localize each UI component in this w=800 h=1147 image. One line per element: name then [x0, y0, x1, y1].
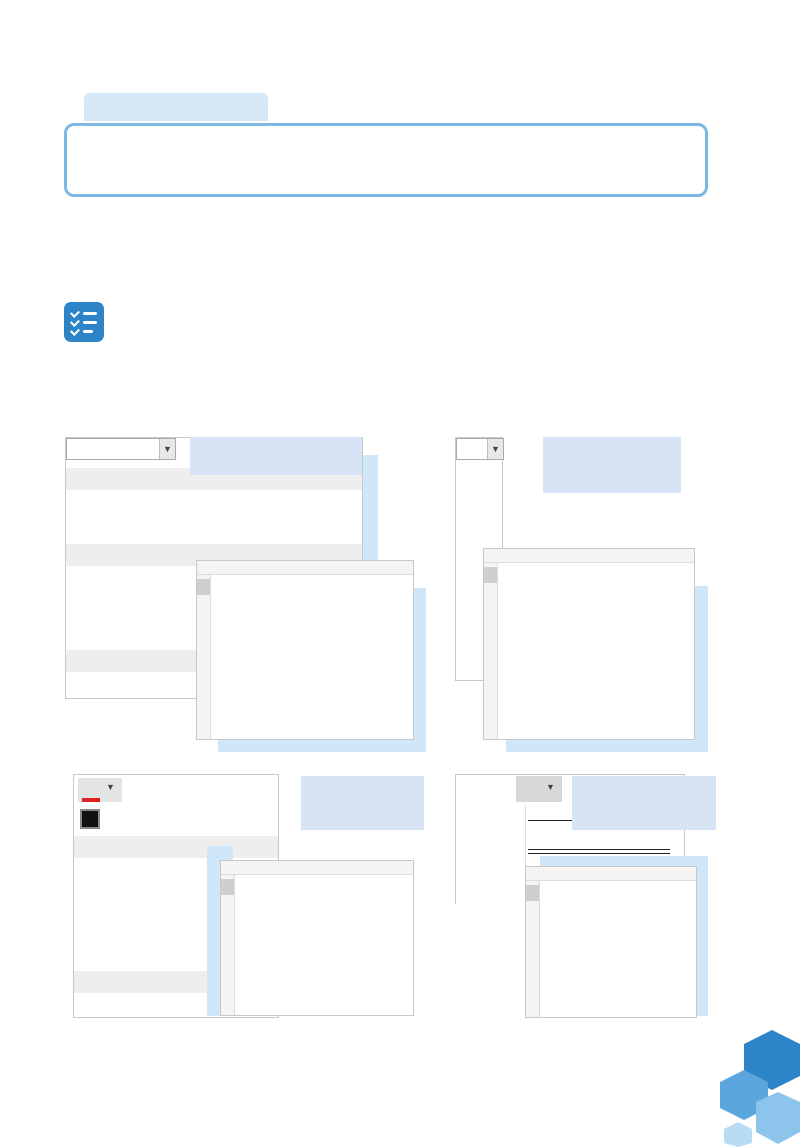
vertical-ruler	[221, 875, 235, 1015]
font-name-combo[interactable]	[66, 438, 176, 460]
chevron-down-icon[interactable]: ▼	[546, 782, 555, 792]
underline-button[interactable]	[516, 776, 562, 802]
color-sample-page	[220, 860, 414, 1016]
font-size-label	[543, 437, 681, 493]
vertical-ruler	[526, 881, 540, 1017]
ruler	[484, 549, 694, 563]
font-style-label	[572, 776, 716, 830]
ruler	[526, 867, 696, 881]
ruler	[197, 561, 413, 575]
color-bar-icon	[82, 798, 100, 802]
font-color-label	[301, 776, 424, 830]
definition-box	[64, 123, 708, 197]
hexagon-decoration-icon	[716, 1030, 800, 1147]
automatic-color-swatch[interactable]	[80, 809, 100, 829]
style-sample-page	[525, 866, 697, 1018]
font-color-button[interactable]	[78, 778, 122, 802]
font-size-combo[interactable]	[456, 438, 504, 460]
underline-double-line[interactable]	[528, 849, 670, 854]
theme-colors-header	[74, 836, 278, 858]
vertical-ruler	[197, 575, 211, 739]
chevron-down-icon[interactable]: ▼	[159, 439, 175, 459]
ruler	[221, 861, 413, 875]
tasks-icon	[64, 302, 104, 342]
font-sample-page	[196, 560, 414, 740]
vertical-ruler	[484, 563, 498, 739]
font-type-label	[190, 437, 362, 475]
size-sample-page	[483, 548, 695, 740]
important-tab	[84, 93, 268, 121]
chevron-down-icon[interactable]: ▼	[106, 782, 115, 792]
chevron-down-icon[interactable]: ▼	[487, 439, 503, 459]
